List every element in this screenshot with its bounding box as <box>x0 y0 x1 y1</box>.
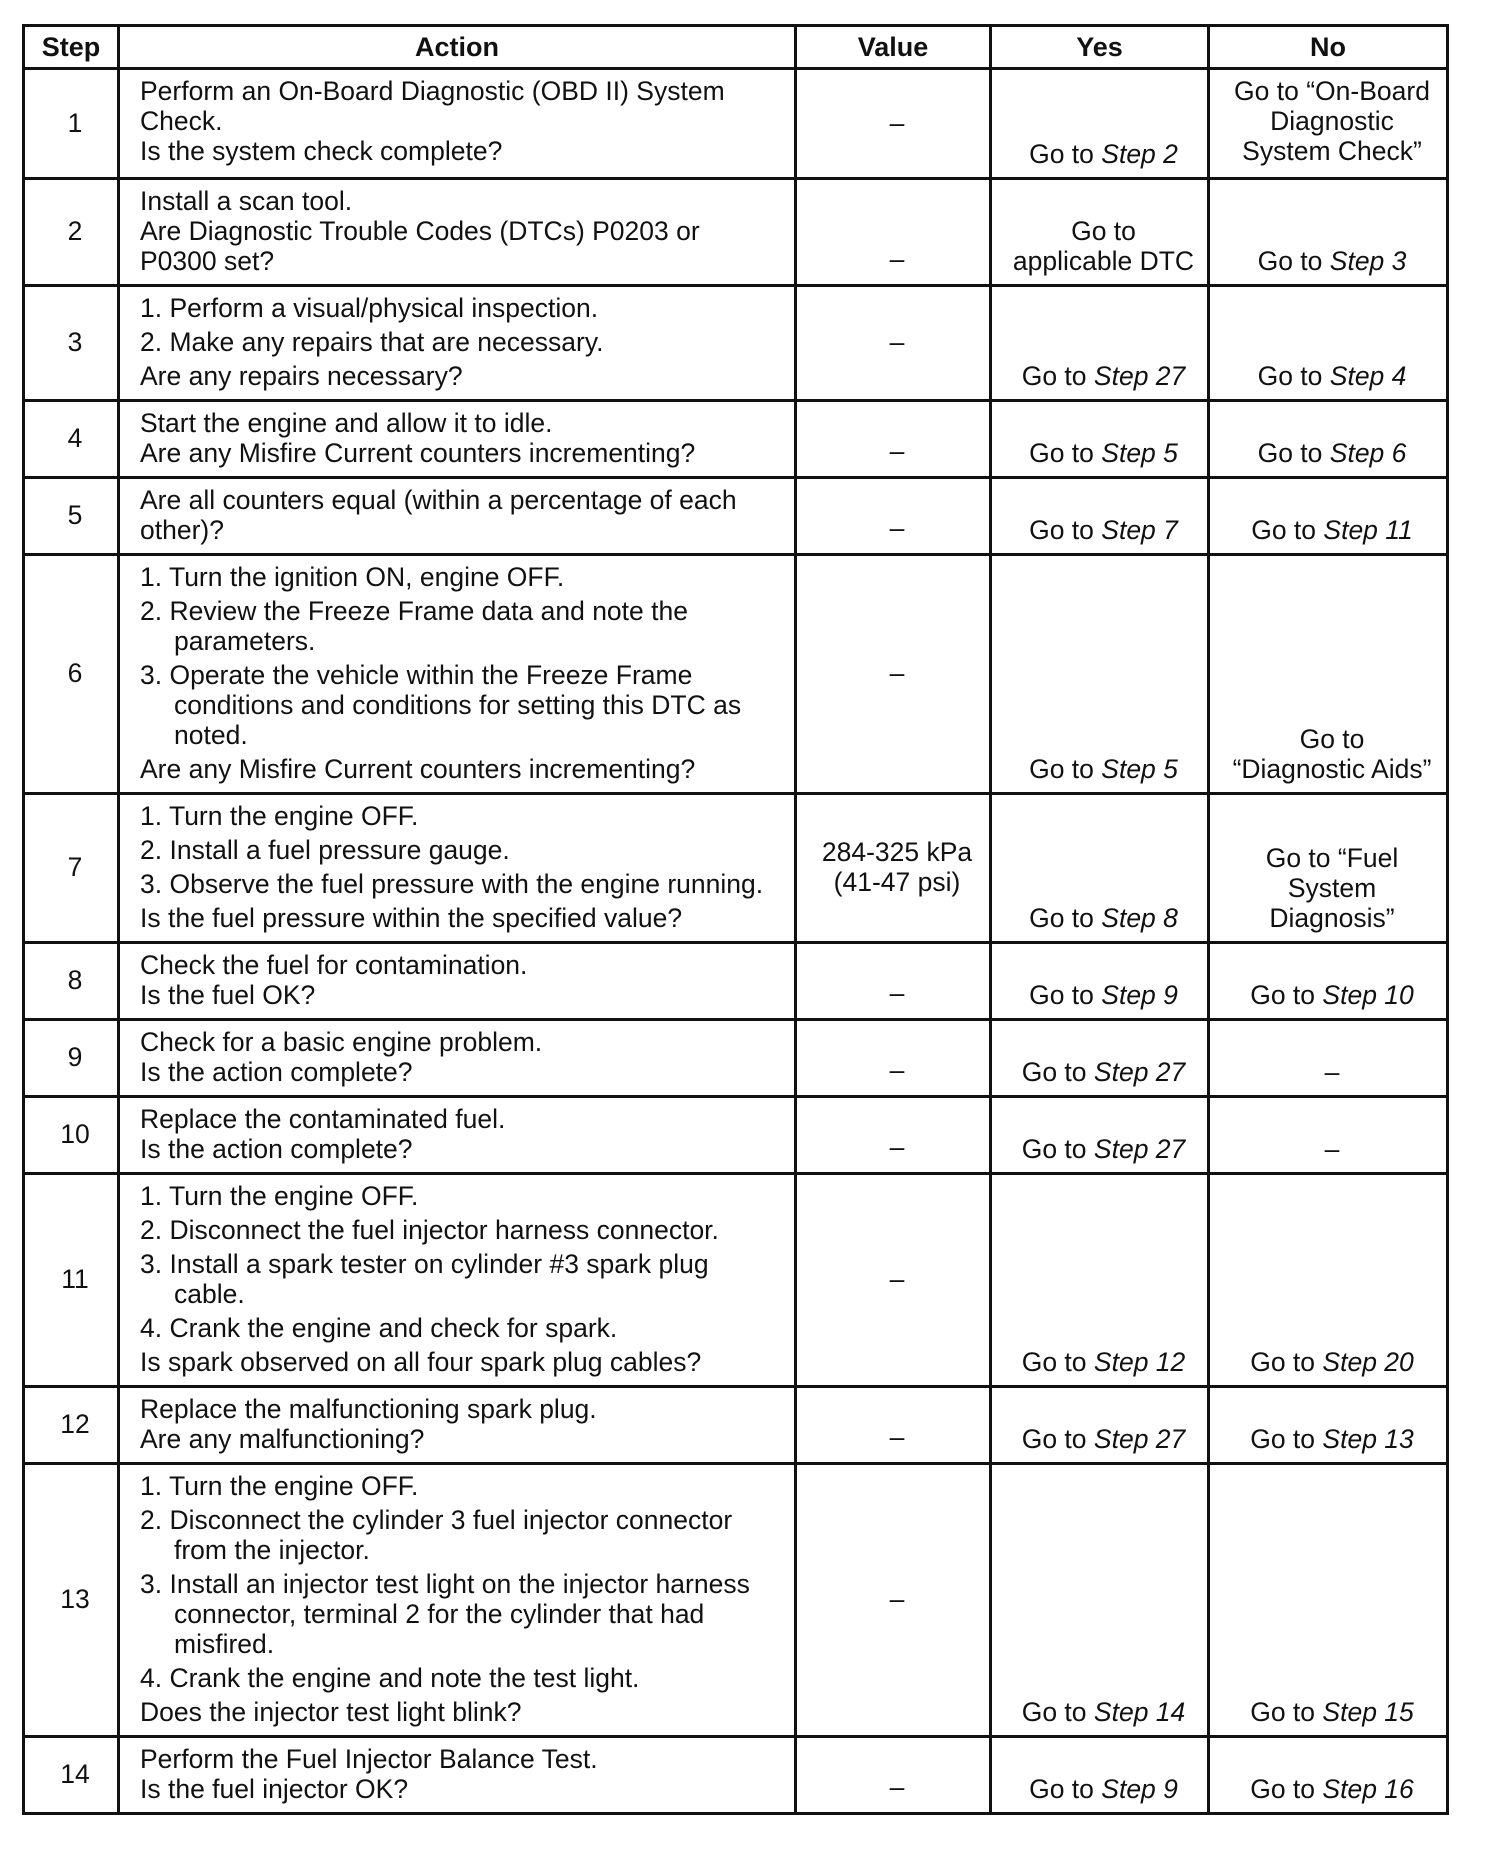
value-cell: 284-325 kPa (41-47 psi) <box>796 794 991 943</box>
no-goto-label: Go to <box>1250 1774 1316 1804</box>
action-cell <box>119 179 796 286</box>
no-goto-label: Go to <box>1250 1424 1316 1454</box>
no-cell <box>1209 1097 1448 1174</box>
numbered-instruction: 2. Disconnect the fuel injector harness connector. <box>140 1215 719 1245</box>
action-cell <box>119 555 796 794</box>
value-cell: – <box>796 1020 991 1097</box>
header-yes: Yes <box>991 26 1209 69</box>
action-cell <box>119 943 796 1020</box>
action-cell <box>119 401 796 478</box>
yes-cell <box>991 555 1209 794</box>
action-cell <box>119 1020 796 1097</box>
action-line: Perform an On-Board Diagnostic (OBD II) System <box>140 76 725 106</box>
yes-cell <box>991 943 1209 1020</box>
action-line: Is spark observed on all four spark plug cables? <box>140 1347 702 1377</box>
yes-step-ref: Step 9 <box>1101 1774 1178 1804</box>
no-cell <box>1209 1387 1448 1464</box>
value-cell: – <box>796 1174 991 1387</box>
yes-step-ref: Step 5 <box>1101 438 1178 468</box>
yes-text: Go to applicable DTC <box>1012 216 1195 276</box>
yes-cell <box>991 286 1209 401</box>
yes-step-ref: Step 27 <box>1093 361 1186 391</box>
value-cell: – <box>796 69 991 179</box>
no-cell <box>1209 1737 1448 1814</box>
action-line: Are all counters equal (within a percentage of each <box>140 485 737 515</box>
yes-goto-label: Go to <box>1021 1424 1087 1454</box>
header-step: Step <box>24 26 119 69</box>
step-number: 11 <box>24 1174 119 1387</box>
yes-step-ref: Step 27 <box>1093 1057 1186 1087</box>
action-line: Is the system check complete? <box>140 136 503 166</box>
value-cell: – <box>796 1737 991 1814</box>
action-line: Start the engine and allow it to idle. <box>140 408 553 438</box>
numbered-instruction: 1. Turn the ignition ON, engine OFF. <box>140 562 565 592</box>
action-cell <box>119 1737 796 1814</box>
step-number: 10 <box>24 1097 119 1174</box>
yes-step-ref: Step 8 <box>1101 903 1178 933</box>
no-goto-label: Go to <box>1257 361 1323 391</box>
value-cell: – <box>796 1097 991 1174</box>
action-line: Is the fuel OK? <box>140 980 316 1010</box>
yes-cell <box>991 69 1209 179</box>
yes-cell <box>991 401 1209 478</box>
header-value: Value <box>796 26 991 69</box>
value-cell: – <box>796 478 991 555</box>
action-line: P0300 set? <box>140 246 275 276</box>
action-cell <box>119 1174 796 1387</box>
action-cell <box>119 478 796 555</box>
yes-cell <box>991 1464 1209 1737</box>
no-cell <box>1209 555 1448 794</box>
no-cell <box>1209 943 1448 1020</box>
action-line: Check. <box>140 106 223 136</box>
yes-goto-label: Go to <box>1029 903 1094 933</box>
action-line: other)? <box>140 515 224 545</box>
no-step-ref: Step 11 <box>1323 515 1413 545</box>
table-body <box>24 69 1448 1814</box>
no-cell <box>1209 286 1448 401</box>
yes-goto-label: Go to <box>1029 515 1094 545</box>
yes-goto-label: Go to <box>1029 980 1094 1010</box>
table-row <box>24 69 1448 179</box>
action-line: Are Diagnostic Trouble Codes (DTCs) P0203 or <box>140 216 700 246</box>
value-cell: – <box>796 943 991 1020</box>
table-row <box>24 555 1448 794</box>
yes-step-ref: Step 7 <box>1101 515 1178 545</box>
action-line: Install a scan tool. <box>140 186 353 216</box>
yes-step-ref: Step 2 <box>1101 139 1178 169</box>
step-number: 6 <box>24 555 119 794</box>
table-row <box>24 179 1448 286</box>
step-number: 4 <box>24 401 119 478</box>
numbered-instruction: 1. Turn the engine OFF. <box>140 1471 419 1501</box>
action-cell <box>119 286 796 401</box>
action-line: Are any repairs necessary? <box>140 361 463 391</box>
table-row <box>24 794 1448 943</box>
table-row <box>24 943 1448 1020</box>
numbered-instruction: 3. Operate the vehicle within the Freeze Frame conditions and conditions for setting this DTC as noted. <box>140 660 742 750</box>
table-row <box>24 1174 1448 1387</box>
no-step-ref: Step 15 <box>1322 1697 1414 1727</box>
no-goto-label: Go to <box>1257 438 1323 468</box>
table-row <box>24 401 1448 478</box>
yes-cell <box>991 1097 1209 1174</box>
table-row <box>24 1387 1448 1464</box>
header-action: Action <box>119 26 796 69</box>
yes-cell <box>991 478 1209 555</box>
action-line: Is the fuel pressure within the specified value? <box>140 903 683 933</box>
no-cell <box>1209 1020 1448 1097</box>
action-line: Replace the contaminated fuel. <box>140 1104 506 1134</box>
table-row <box>24 478 1448 555</box>
action-cell <box>119 69 796 179</box>
numbered-instruction: 2. Review the Freeze Frame data and note the parameters. <box>140 596 688 656</box>
no-step-ref: Step 4 <box>1329 361 1407 391</box>
yes-goto-label: Go to <box>1029 754 1094 784</box>
header-no: No <box>1209 26 1448 69</box>
yes-goto-label: Go to <box>1021 1697 1087 1727</box>
yes-goto-label: Go to <box>1029 139 1094 169</box>
no-cell <box>1209 179 1448 286</box>
no-step-ref: Step 13 <box>1322 1424 1414 1454</box>
no-cell <box>1209 478 1448 555</box>
action-cell <box>119 1464 796 1737</box>
no-cell <box>1209 69 1448 179</box>
value-cell: – <box>796 179 991 286</box>
step-number: 3 <box>24 286 119 401</box>
action-cell <box>119 1097 796 1174</box>
yes-cell <box>991 794 1209 943</box>
yes-goto-label: Go to <box>1021 1057 1087 1087</box>
no-text: Go to “On-Board Diagnostic System Check” <box>1234 76 1430 166</box>
numbered-instruction: 1. Perform a visual/physical inspection. <box>140 293 599 323</box>
no-step-ref: Step 20 <box>1322 1347 1414 1377</box>
no-step-ref: Step 6 <box>1329 438 1407 468</box>
no-text: Go to “Diagnostic Aids” <box>1232 724 1432 784</box>
table-row <box>24 1020 1448 1097</box>
action-line: Check for a basic engine problem. <box>140 1027 543 1057</box>
diagnostic-table <box>22 24 1449 1815</box>
yes-step-ref: Step 27 <box>1093 1424 1186 1454</box>
no-step-ref: Step 3 <box>1329 246 1407 276</box>
value-cell: – <box>796 555 991 794</box>
no-cell <box>1209 794 1448 943</box>
yes-cell <box>991 179 1209 286</box>
numbered-instruction: 2. Install a fuel pressure gauge. <box>140 835 510 865</box>
yes-goto-label: Go to <box>1029 1774 1094 1804</box>
action-line: Perform the Fuel Injector Balance Test. <box>140 1744 598 1774</box>
step-number: 14 <box>24 1737 119 1814</box>
step-number: 1 <box>24 69 119 179</box>
yes-goto-label: Go to <box>1021 1134 1087 1164</box>
no-cell <box>1209 1464 1448 1737</box>
yes-step-ref: Step 9 <box>1101 980 1178 1010</box>
numbered-instruction: 4. Crank the engine and check for spark. <box>140 1313 618 1343</box>
table-row <box>24 1097 1448 1174</box>
no-goto-label: Go to <box>1251 515 1317 545</box>
yes-goto-label: Go to <box>1029 438 1094 468</box>
value-cell: – <box>796 286 991 401</box>
step-number: 2 <box>24 179 119 286</box>
no-step-ref: Step 10 <box>1322 980 1414 1010</box>
action-line: Are any Misfire Current counters incrementing? <box>140 754 696 784</box>
table-row <box>24 1464 1448 1737</box>
value-cell: – <box>796 1387 991 1464</box>
action-line: Is the action complete? <box>140 1134 413 1164</box>
value-cell: – <box>796 1464 991 1737</box>
numbered-instruction: 2. Make any repairs that are necessary. <box>140 327 604 357</box>
action-line: Check the fuel for contamination. <box>140 950 528 980</box>
step-number: 12 <box>24 1387 119 1464</box>
step-number: 9 <box>24 1020 119 1097</box>
yes-cell <box>991 1387 1209 1464</box>
no-goto-label: Go to <box>1257 246 1323 276</box>
no-cell <box>1209 401 1448 478</box>
numbered-instruction: 3. Observe the fuel pressure with the engine running. <box>140 869 764 899</box>
yes-goto-label: Go to <box>1021 1347 1087 1377</box>
table-row <box>24 286 1448 401</box>
no-text: – <box>1324 1057 1340 1087</box>
numbered-instruction: 1. Turn the engine OFF. <box>140 801 419 831</box>
numbered-instruction: 3. Install an injector test light on the injector harness connector, terminal 2 for the cylinder that had misfired. <box>140 1569 750 1659</box>
step-number: 13 <box>24 1464 119 1737</box>
action-line: Is the fuel injector OK? <box>140 1774 409 1804</box>
action-line: Is the action complete? <box>140 1057 413 1087</box>
yes-step-ref: Step 27 <box>1093 1134 1186 1164</box>
action-cell <box>119 1387 796 1464</box>
step-number: 7 <box>24 794 119 943</box>
step-number: 8 <box>24 943 119 1020</box>
step-number: 5 <box>24 478 119 555</box>
value-cell: – <box>796 401 991 478</box>
action-line: Does the injector test light blink? <box>140 1697 522 1727</box>
no-goto-label: Go to <box>1250 1697 1316 1727</box>
action-cell <box>119 794 796 943</box>
numbered-instruction: 2. Disconnect the cylinder 3 fuel injector connector from the injector. <box>140 1505 733 1565</box>
action-line: Are any Misfire Current counters incrementing? <box>140 438 696 468</box>
no-text: Go to “Fuel System Diagnosis” <box>1265 843 1399 933</box>
yes-step-ref: Step 5 <box>1101 754 1178 784</box>
yes-cell <box>991 1020 1209 1097</box>
numbered-instruction: 1. Turn the engine OFF. <box>140 1181 419 1211</box>
no-goto-label: Go to <box>1250 1347 1316 1377</box>
yes-step-ref: Step 12 <box>1093 1347 1186 1377</box>
no-cell <box>1209 1174 1448 1387</box>
no-step-ref: Step 16 <box>1322 1774 1414 1804</box>
numbered-instruction: 4. Crank the engine and note the test light. <box>140 1663 640 1693</box>
numbered-instruction: 3. Install a spark tester on cylinder #3 spark plug cable. <box>140 1249 709 1309</box>
yes-goto-label: Go to <box>1021 361 1087 391</box>
no-text: – <box>1324 1134 1340 1164</box>
action-line: Replace the malfunctioning spark plug. <box>140 1394 597 1424</box>
yes-cell <box>991 1174 1209 1387</box>
yes-cell <box>991 1737 1209 1814</box>
action-line: Are any malfunctioning? <box>140 1424 425 1454</box>
no-goto-label: Go to <box>1250 980 1316 1010</box>
yes-step-ref: Step 14 <box>1093 1697 1186 1727</box>
table-row <box>24 1737 1448 1814</box>
header-row <box>24 26 1448 69</box>
